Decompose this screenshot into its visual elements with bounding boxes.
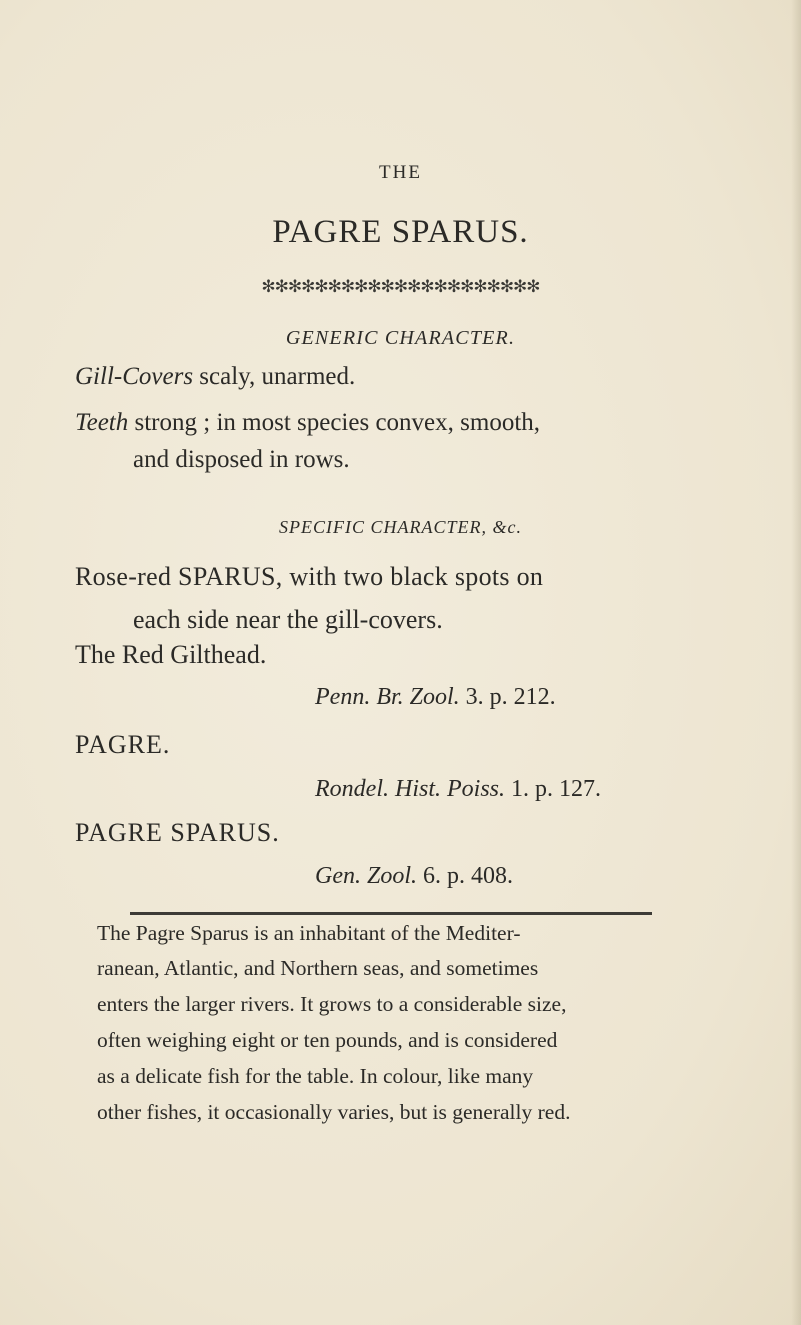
reference-pennant [315, 684, 556, 711]
paragraph-line: The Pagre Sparus is an inhabitant of the Mediter- [97, 921, 521, 945]
paragraph-line: enters the larger rivers. It grows to a considerable size, [97, 992, 567, 1016]
specific-line-1: Rose-red SPARUS, with two black spots on [75, 562, 544, 591]
teeth-text: strong ; in most species convex, smooth, [128, 409, 541, 436]
specific-line-2: each side near the gill-covers. [133, 605, 443, 634]
reference-rondelet-source: Rondel. Hist. Poiss. [315, 776, 505, 802]
reference-gen-zool [315, 863, 513, 890]
horizontal-rule [130, 912, 652, 915]
teeth-continuation: and disposed in rows. [133, 446, 350, 473]
paragraph-line: as a delicate fish for the table. In colour, like many [97, 1064, 534, 1088]
gill-covers-text: scaly, unarmed. [193, 363, 356, 390]
gill-covers-term: Gill-Covers [75, 363, 194, 390]
teeth-term: Teeth [75, 409, 129, 436]
common-name: The Red Gilthead. [75, 640, 267, 669]
page-title: PAGRE SPARUS. [272, 214, 529, 250]
page-edge-shadow [791, 0, 801, 1325]
gill-covers-line [75, 363, 355, 391]
reference-rondelet [315, 776, 601, 803]
specific-character-heading: SPECIFIC CHARACTER, &c. [279, 517, 522, 537]
synonym-pagre: PAGRE. [75, 730, 171, 759]
heading-the: THE [379, 162, 422, 183]
paragraph-line: other fishes, it occasionally varies, but is generally red. [97, 1100, 571, 1124]
reference-gen-zool-source: Gen. Zool. [315, 863, 417, 889]
generic-character-heading: GENERIC CHARACTER. [285, 327, 516, 349]
paragraph-line: ranean, Atlantic, and Northern seas, and sometimes [97, 956, 539, 980]
paragraph-line: often weighing eight or ten pounds, and is considered [97, 1028, 558, 1052]
teeth-line [75, 409, 540, 437]
asterisk-ornament: ✻✻✻✻✻✻✻✻✻✻✻✻✻✻✻✻✻✻✻✻✻ [261, 277, 540, 296]
reference-gen-zool-page: 6. p. 408. [417, 863, 513, 889]
reference-pennant-page: 3. p. 212. [459, 684, 556, 710]
synonym-pagre-sparus: PAGRE SPARUS. [75, 818, 280, 847]
reference-rondelet-page: 1. p. 127. [505, 776, 601, 802]
reference-pennant-source: Penn. Br. Zool. [315, 684, 460, 710]
